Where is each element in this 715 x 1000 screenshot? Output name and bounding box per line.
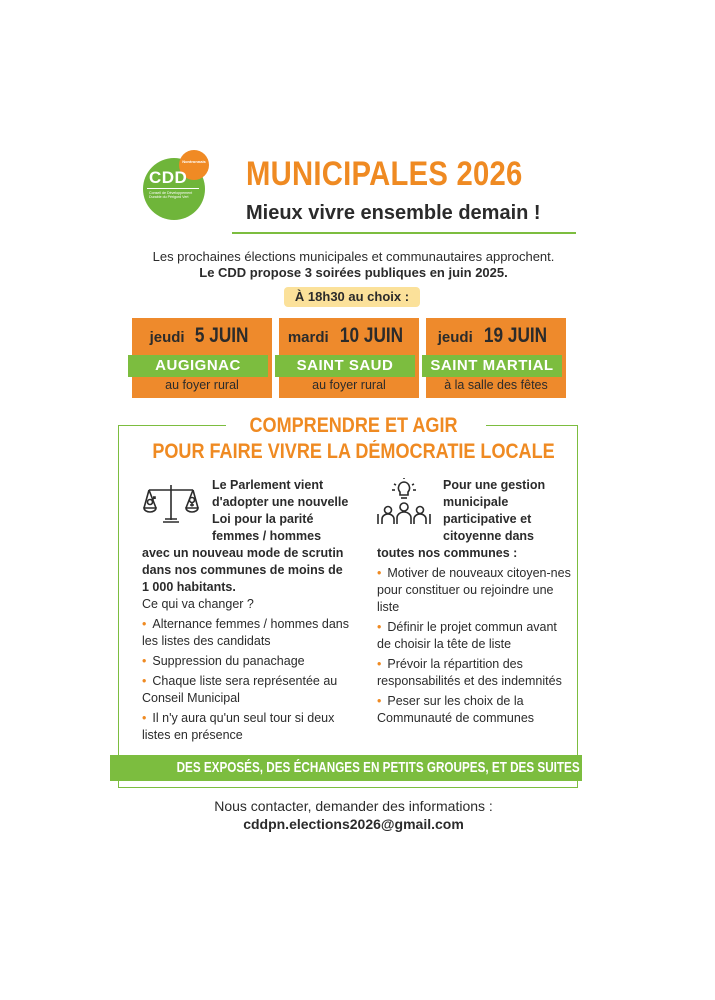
list-item <box>377 619 573 653</box>
list-item-text: Chaque liste sera représentée au Conseil Municipal <box>142 674 338 705</box>
list-item <box>377 693 573 727</box>
bullet-icon: • <box>142 711 147 725</box>
event-venue: au foyer rural <box>165 378 239 392</box>
bullet-icon: • <box>142 674 147 688</box>
page-title: MUNICIPALES 2026 <box>246 155 523 193</box>
list-item <box>142 673 352 707</box>
list-item-text: Peser sur les choix de la Communauté de communes <box>377 694 535 725</box>
section-heading-2: POUR FAIRE VIVRE LA DÉMOCRATIE LOCALE <box>152 440 555 463</box>
bullet-icon: • <box>377 657 382 671</box>
list-item <box>377 565 573 616</box>
bullet-icon: • <box>377 566 382 580</box>
list-item-text: Alternance femmes / hommes dans les listes des candidats <box>142 617 350 648</box>
contact-line: Nous contacter, demander des informations : <box>214 798 493 814</box>
left-lead-text: Le Parlement vient d'adopter une nouvelle Loi pour la parité femmes / hommes <box>212 478 349 543</box>
logo-badge-text: Nontronnais <box>182 159 206 164</box>
bullet-icon: • <box>142 654 147 668</box>
bullet-icon: • <box>142 617 147 631</box>
event-card-augignac <box>132 318 272 398</box>
list-item-text: Il n'y aura qu'un seul tour si deux listes en présence <box>142 711 335 742</box>
scales-gender-icon <box>143 482 199 526</box>
logo-name: CDD <box>149 168 188 187</box>
title-underline <box>232 232 576 234</box>
event-venue: à la salle des fêtes <box>444 378 548 392</box>
list-item-text: Prévoir la répartition des responsabilités et des indemnités <box>377 657 562 688</box>
event-card-saint-saud <box>279 318 419 398</box>
event-card-saint-martial <box>426 318 566 398</box>
event-date-number: 19 JUIN <box>484 324 548 347</box>
list-item <box>377 656 573 690</box>
event-day: mardi <box>287 329 329 346</box>
event-place: SAINT SAUD <box>275 355 415 377</box>
right-continuation: toutes nos communes : <box>377 546 518 560</box>
bullet-icon: • <box>377 620 382 634</box>
event-date <box>426 324 566 348</box>
event-place: AUGIGNAC <box>128 355 268 377</box>
banner-text: DES EXPOSÉS, DES ÉCHANGES EN PETITS GROUPES, ET DES SUITES À DONNER. <box>176 759 649 776</box>
left-column-body <box>142 545 352 744</box>
list-item-text: Définir le projet commun avant de choisir la tête de liste <box>377 620 557 651</box>
left-question: Ce qui va changer ? <box>142 597 254 611</box>
event-date <box>279 324 419 348</box>
event-date-number: 10 JUIN <box>340 324 404 347</box>
list-item-text: Suppression du panachage <box>152 654 305 668</box>
people-idea-icon <box>374 478 434 530</box>
format-banner <box>110 755 649 781</box>
contact-email[interactable]: cddpn.elections2026@gmail.com <box>243 816 464 832</box>
section-heading-1: COMPRENDRE ET AGIR <box>249 414 458 437</box>
right-column-body <box>377 545 573 727</box>
event-date-number: 5 JUIN <box>194 324 249 347</box>
list-item <box>142 653 352 670</box>
logo-divider <box>147 188 199 189</box>
list-item <box>142 710 352 744</box>
page-subtitle: Mieux vivre ensemble demain ! <box>246 202 541 224</box>
time-highlight: À 18h30 au choix : <box>284 287 420 307</box>
right-lead-text: Pour une gestion municipale participative et citoyenne dans <box>443 478 546 543</box>
event-venue: au foyer rural <box>312 378 386 392</box>
logo-subtitle: Conseil de Développement Durable du Périgord Vert <box>149 191 193 199</box>
cdd-logo <box>143 150 213 220</box>
list-item <box>142 616 352 650</box>
event-date <box>132 324 272 348</box>
list-item-text: Motiver de nouveaux citoyen-nes pour constituer ou rejoindre une liste <box>377 566 571 614</box>
intro-line-1: Les prochaines élections municipales et communautaires approchent. <box>152 249 555 264</box>
intro-line-2: Le CDD propose 3 soirées publiques en juin 2025. <box>199 265 508 280</box>
event-day: jeudi <box>149 329 185 346</box>
event-place: SAINT MARTIAL <box>422 355 562 377</box>
left-continuation: avec un nouveau mode de scrutin dans nos communes de moins de 1 000 habitants. <box>142 546 344 594</box>
event-day: jeudi <box>437 329 473 346</box>
bullet-icon: • <box>377 694 382 708</box>
